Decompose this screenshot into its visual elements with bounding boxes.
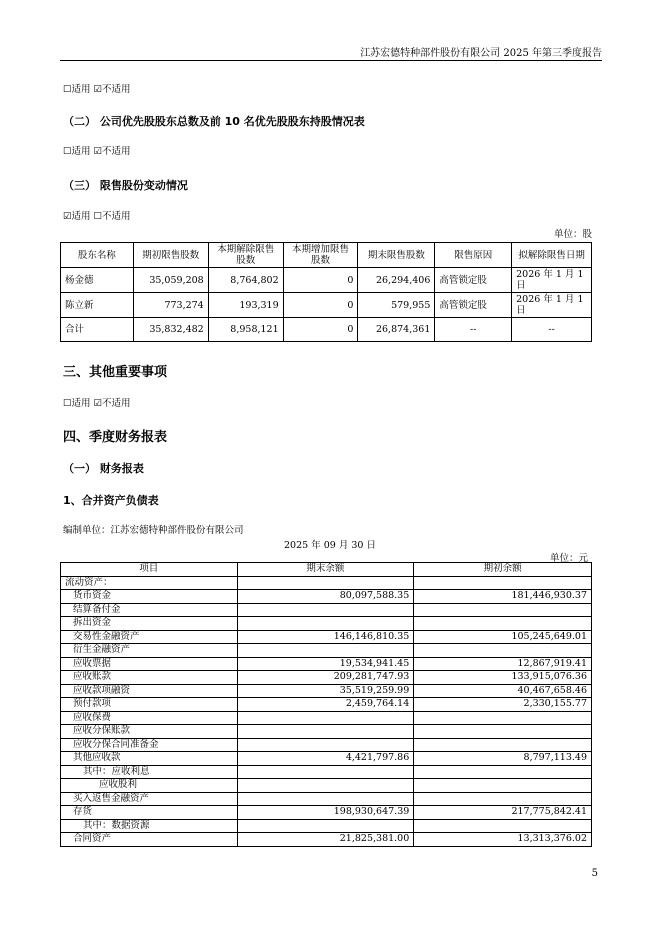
table-cell — [237, 603, 414, 617]
table-row — [61, 819, 592, 833]
table-cell: 35,059,208 — [133, 268, 208, 293]
total-label: 合计 — [61, 318, 134, 342]
shareholder-name: 陈立新 — [61, 293, 134, 318]
column-header: 期初余额 — [414, 563, 592, 577]
balance-unit: 单位：元 — [549, 553, 588, 564]
table-row — [61, 711, 592, 725]
row-label: 买入返售金融资产 — [61, 792, 238, 806]
table-cell: 8,764,802 — [208, 268, 283, 293]
report-date: 2025 年 09 月 30 日 — [284, 540, 376, 551]
table-cell — [237, 644, 414, 658]
table-cell: 40,467,658.46 — [414, 684, 592, 698]
row-label: 合同资产 — [61, 833, 238, 847]
s2-applicability: ☐适用 ☑不适用 — [63, 146, 131, 157]
table-cell — [414, 819, 592, 833]
table-cell — [414, 644, 592, 658]
table-cell — [414, 617, 592, 631]
table-row — [61, 765, 592, 779]
row-label: 应收款项融资 — [61, 684, 238, 698]
table-cell: 146,146,810.35 — [237, 630, 414, 644]
restricted-shares-table — [60, 242, 592, 342]
table-cell: 21,825,381.00 — [237, 833, 414, 847]
column-header: 期末限售股数 — [358, 243, 435, 268]
table-cell: 0 — [283, 318, 358, 342]
table-cell: 0 — [283, 268, 358, 293]
table-cell: 高管锁定股 — [435, 293, 512, 318]
column-header: 本期增加限售股数 — [283, 243, 358, 268]
row-label: 存货 — [61, 806, 238, 820]
table-cell: 26,294,406 — [358, 268, 435, 293]
row-label: 预付款项 — [61, 698, 238, 712]
table-row — [61, 318, 592, 342]
column-header: 拟解除限售日期 — [512, 243, 592, 268]
s3-title: （三） 限售股份变动情况 — [63, 179, 188, 192]
table-row — [61, 698, 592, 712]
header-rule — [60, 60, 602, 61]
page-number: 5 — [591, 868, 598, 879]
page-header: 江苏宏德特种部件股份有限公司 2025 年第三季度报告 — [360, 48, 602, 59]
table-row — [61, 657, 592, 671]
table-cell — [237, 725, 414, 739]
part4-sub1: （一） 财务报表 — [63, 462, 144, 475]
table-cell: 35,832,482 — [133, 318, 208, 342]
table-cell — [414, 792, 592, 806]
table-cell: 193,319 — [208, 293, 283, 318]
s2-title: （二） 公司优先股股东总数及前 10 名优先股股东持股情况表 — [63, 115, 365, 128]
table-row — [61, 644, 592, 658]
table-row — [61, 684, 592, 698]
table-cell: 4,421,797.86 — [237, 752, 414, 766]
table-row — [61, 617, 592, 631]
row-label: 其中：应收利息 — [61, 765, 238, 779]
table-cell: 8,797,113.49 — [414, 752, 592, 766]
table-cell: 0 — [283, 293, 358, 318]
row-label: 应收分保合同准备金 — [61, 738, 238, 752]
table-row — [61, 738, 592, 752]
s1-applicability: ☐适用 ☑不适用 — [63, 84, 131, 95]
table-cell: 2026 年 1 月 1 日 — [512, 293, 592, 318]
table-cell: 198,930,647.39 — [237, 806, 414, 820]
table-cell: 2026 年 1 月 1 日 — [512, 268, 592, 293]
table-cell: -- — [435, 318, 512, 342]
row-label: 衍生金融资产 — [61, 644, 238, 658]
part3-applicability: ☐适用 ☑不适用 — [63, 398, 131, 409]
table-row — [61, 779, 592, 793]
row-label: 其他应收款 — [61, 752, 238, 766]
table-cell: 12,867,919.41 — [414, 657, 592, 671]
table-row — [61, 576, 592, 590]
table-cell: 35,519,259.99 — [237, 684, 414, 698]
table-cell: 2,330,155.77 — [414, 698, 592, 712]
table-row — [61, 833, 592, 847]
column-header: 限售原因 — [435, 243, 512, 268]
table-row — [61, 725, 592, 739]
row-label: 流动资产： — [61, 576, 238, 590]
compiler-unit: 编制单位：江苏宏德特种部件股份有限公司 — [63, 525, 244, 536]
row-label: 交易性金融资产 — [61, 630, 238, 644]
table-cell — [414, 765, 592, 779]
table-row — [61, 603, 592, 617]
table-row — [61, 752, 592, 766]
table-cell: 2,459,764.14 — [237, 698, 414, 712]
column-header: 股东名称 — [61, 243, 134, 268]
table-row — [61, 671, 592, 685]
row-label: 结算备付金 — [61, 603, 238, 617]
row-label: 应收账款 — [61, 671, 238, 685]
table-cell — [414, 725, 592, 739]
column-header: 本期解除限售股数 — [208, 243, 283, 268]
table-row — [61, 293, 592, 318]
s3-unit: 单位：股 — [553, 229, 592, 240]
table-cell: 579,955 — [358, 293, 435, 318]
table-cell — [414, 711, 592, 725]
table-row — [61, 806, 592, 820]
table-row — [61, 792, 592, 806]
table-cell — [414, 603, 592, 617]
part3-title: 三、其他重要事项 — [63, 365, 168, 380]
shareholder-name: 杨金德 — [61, 268, 134, 293]
table-cell — [237, 617, 414, 631]
row-label: 应收票据 — [61, 657, 238, 671]
row-label: 应收分保账款 — [61, 725, 238, 739]
part4-sub2: 1、合并资产负债表 — [63, 494, 159, 507]
column-header: 期初限售股数 — [133, 243, 208, 268]
table-cell — [237, 576, 414, 590]
column-header: 期末余额 — [237, 563, 414, 577]
s3-applicability: ☑适用 ☐不适用 — [63, 211, 131, 222]
table-cell: 13,313,376.02 — [414, 833, 592, 847]
table-cell: 105,245,649.01 — [414, 630, 592, 644]
row-label: 拆出资金 — [61, 617, 238, 631]
table-header-row — [61, 243, 592, 268]
table-cell: 8,958,121 — [208, 318, 283, 342]
table-cell — [414, 576, 592, 590]
table-cell — [414, 738, 592, 752]
table-cell: -- — [512, 318, 592, 342]
row-label: 货币资金 — [61, 590, 238, 604]
table-cell — [237, 711, 414, 725]
table-cell: 80,097,588.35 — [237, 590, 414, 604]
row-label: 应收保费 — [61, 711, 238, 725]
table-row — [61, 630, 592, 644]
table-cell — [237, 738, 414, 752]
table-cell: 209,281,747.93 — [237, 671, 414, 685]
table-cell: 高管锁定股 — [435, 268, 512, 293]
table-cell — [237, 779, 414, 793]
table-cell: 133,915,076.36 — [414, 671, 592, 685]
row-label: 应收股利 — [61, 779, 238, 793]
part4-title: 四、季度财务报表 — [63, 430, 168, 445]
table-cell — [237, 765, 414, 779]
table-cell: 217,775,842.41 — [414, 806, 592, 820]
table-cell — [237, 792, 414, 806]
table-header-row — [61, 563, 592, 577]
table-cell: 19,534,941.45 — [237, 657, 414, 671]
balance-sheet-table — [60, 562, 592, 847]
table-cell — [414, 779, 592, 793]
table-row — [61, 268, 592, 293]
table-cell: 773,274 — [133, 293, 208, 318]
table-cell: 26,874,361 — [358, 318, 435, 342]
table-cell: 181,446,930.37 — [414, 590, 592, 604]
column-header: 项目 — [61, 563, 238, 577]
table-cell — [237, 819, 414, 833]
row-label: 其中：数据资源 — [61, 819, 238, 833]
table-row — [61, 590, 592, 604]
